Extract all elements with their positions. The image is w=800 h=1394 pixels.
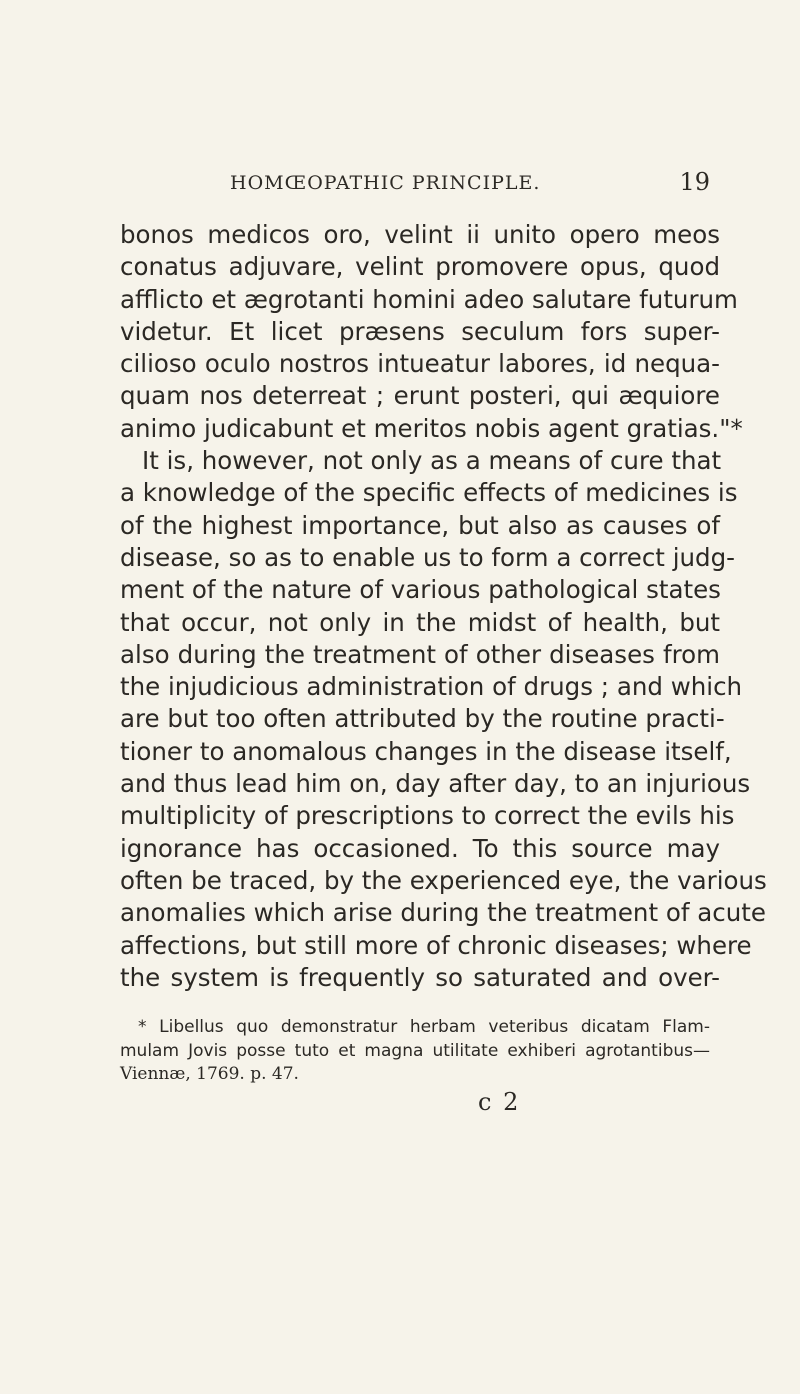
text-line: quam nos deterreat ; erunt posteri, qui æquiore	[120, 381, 720, 411]
text-line: disease, so as to enable us to form a correct judg-	[120, 542, 735, 572]
text-line: the system is frequently so saturated and over-	[120, 962, 720, 992]
text-line: are but too often attributed by the routine practi-	[120, 704, 725, 734]
paragraph-start-line: It is, however, not only as a means of cure that	[142, 446, 722, 476]
signature-mark: c 2	[478, 1088, 521, 1116]
text-line: ignorance has occasioned. To this source may	[120, 833, 720, 863]
text-line: that occur, not only in the midst of health, but	[120, 607, 720, 637]
footnote-line: Viennæ, 1769. p. 47.	[120, 1064, 299, 1084]
text-line: affections, but still more of chronic diseases; where	[120, 930, 752, 960]
text-line: and thus lead him on, day after day, to an injurious	[120, 769, 751, 799]
text-line: of the highest importance, but also as causes of	[120, 510, 720, 540]
text-line: a knowledge of the specific effects of medicines is	[120, 478, 738, 508]
page-number: 19	[679, 168, 710, 196]
text-line: tioner to anomalous changes in the disease itself,	[120, 736, 732, 766]
text-line: anomalies which arise during the treatment of acute	[120, 898, 766, 928]
running-title: HOMŒOPATHIC PRINCIPLE.	[230, 172, 541, 194]
text-line: conatus adjuvare, velint promovere opus, quod	[120, 252, 720, 282]
text-line: bonos medicos oro, velint ii unito opero meos	[120, 220, 720, 249]
footnote-line: mulam Jovis posse tuto et magna utilitate exhiberi agrotantibus—	[120, 1040, 710, 1061]
text-line: multiplicity of prescriptions to correct the evils his	[120, 801, 735, 831]
text-line: videtur. Et licet præsens seculum fors super-	[120, 316, 720, 346]
footnote-line: * Libellus quo demonstratur herbam veteribus dicatam Flam-	[138, 1017, 710, 1037]
text-line: animo judicabunt et meritos nobis agent gratias."*	[120, 413, 743, 443]
text-line: also during the treatment of other diseases from	[120, 639, 720, 669]
footnote	[120, 1016, 710, 1087]
text-line: ment of the nature of various pathological states	[120, 575, 721, 605]
running-head	[230, 168, 710, 198]
text-line: afflicto et ægrotanti homini adeo salutare futurum	[120, 284, 738, 314]
body-text	[120, 219, 767, 994]
text-line: often be traced, by the experienced eye, the various	[120, 865, 767, 895]
text-line: the injudicious administration of drugs ; and which	[120, 672, 743, 702]
text-line: cilioso oculo nostros intueatur labores, id nequa-	[120, 349, 720, 379]
